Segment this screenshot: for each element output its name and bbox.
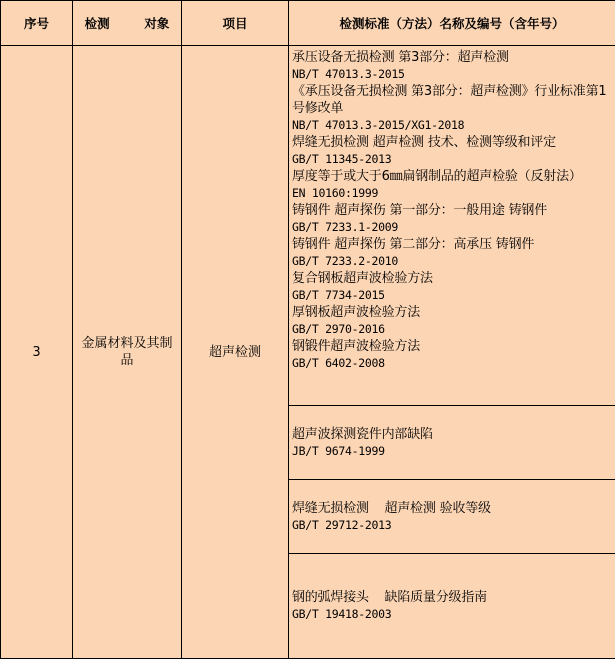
standard-name: 钢锻件超声波检验方法 — [292, 339, 421, 354]
item-cell: 超声检测 — [182, 46, 289, 659]
standard-code: GB/T 7734-2015 — [292, 288, 385, 302]
standard-entry — [292, 304, 613, 338]
standard-entry — [292, 236, 613, 270]
standard-entry — [292, 270, 613, 304]
standards-cell — [289, 554, 615, 659]
standard-name: 钢的弧焊接头 缺陷质量分级指南 — [292, 590, 487, 605]
standard-name: 《承压设备无损检测 第3部分：超声检测》行业标准第1号修改单 — [292, 84, 607, 116]
standard-code: GB/T 19418-2003 — [292, 607, 392, 621]
standard-entry — [292, 134, 613, 168]
header-item: 项目 — [182, 1, 289, 46]
object-cell — [73, 46, 182, 659]
standard-name: 超声波探测瓷件内部缺陷 — [292, 426, 433, 442]
table-row — [1, 46, 615, 406]
standard-name: 厚钢板超声波检验方法 — [292, 305, 421, 320]
standards-cell — [289, 480, 615, 554]
standard-code: GB/T 6402-2008 — [292, 356, 385, 370]
standard-code: GB/T 29712-2013 — [292, 517, 392, 532]
standard-name: 厚度等于或大于6㎜扁钢制品的超声检验（反射法） — [292, 169, 582, 184]
standard-code: JB/T 9674-1999 — [292, 443, 385, 458]
standard-entry — [292, 589, 613, 623]
standard-entry — [292, 338, 613, 372]
seq-cell: 3 — [1, 46, 73, 659]
header-seq: 序号 — [1, 1, 73, 46]
standard-name: 焊缝无损检测 超声检测 技术、检测等级和评定 — [292, 135, 556, 150]
standard-entry — [292, 168, 613, 202]
header-object: 检测 对象 — [73, 1, 182, 46]
standard-code: GB/T 11345-2013 — [292, 152, 392, 166]
standard-code: GB/T 7233.2-2010 — [292, 254, 398, 268]
standard-entry — [292, 83, 613, 134]
standard-entry — [292, 426, 613, 460]
standard-name: 铸钢件 超声探伤 第二部分：高承压 铸钢件 — [292, 237, 535, 252]
header-row — [1, 1, 615, 46]
standard-name: 复合钢板超声波检验方法 — [292, 271, 433, 286]
standard-entry — [292, 202, 613, 236]
header-standard: 检测标准（方法）名称及编号（含年号） — [289, 1, 615, 46]
standards-cell — [289, 406, 615, 480]
standard-code: NB/T 47013.3-2015 — [292, 67, 405, 81]
standard-code: EN 10160:1999 — [292, 186, 379, 200]
standards-cell-main — [289, 46, 615, 406]
standard-entry — [292, 500, 613, 534]
standard-code: NB/T 47013.3-2015/XG1-2018 — [292, 118, 465, 132]
standard-name: 焊缝无损检测 超声检测 验收等级 — [292, 500, 491, 516]
object-text: 金属材料及其制品 — [81, 336, 173, 368]
standard-code: GB/T 7233.1-2009 — [292, 220, 398, 234]
standard-name: 承压设备无损检测 第3部分：超声检测 — [292, 50, 509, 65]
standard-name: 铸钢件 超声探伤 第一部分：一般用途 铸钢件 — [292, 203, 547, 218]
standard-entry — [292, 49, 613, 83]
standard-code: GB/T 2970-2016 — [292, 322, 385, 336]
